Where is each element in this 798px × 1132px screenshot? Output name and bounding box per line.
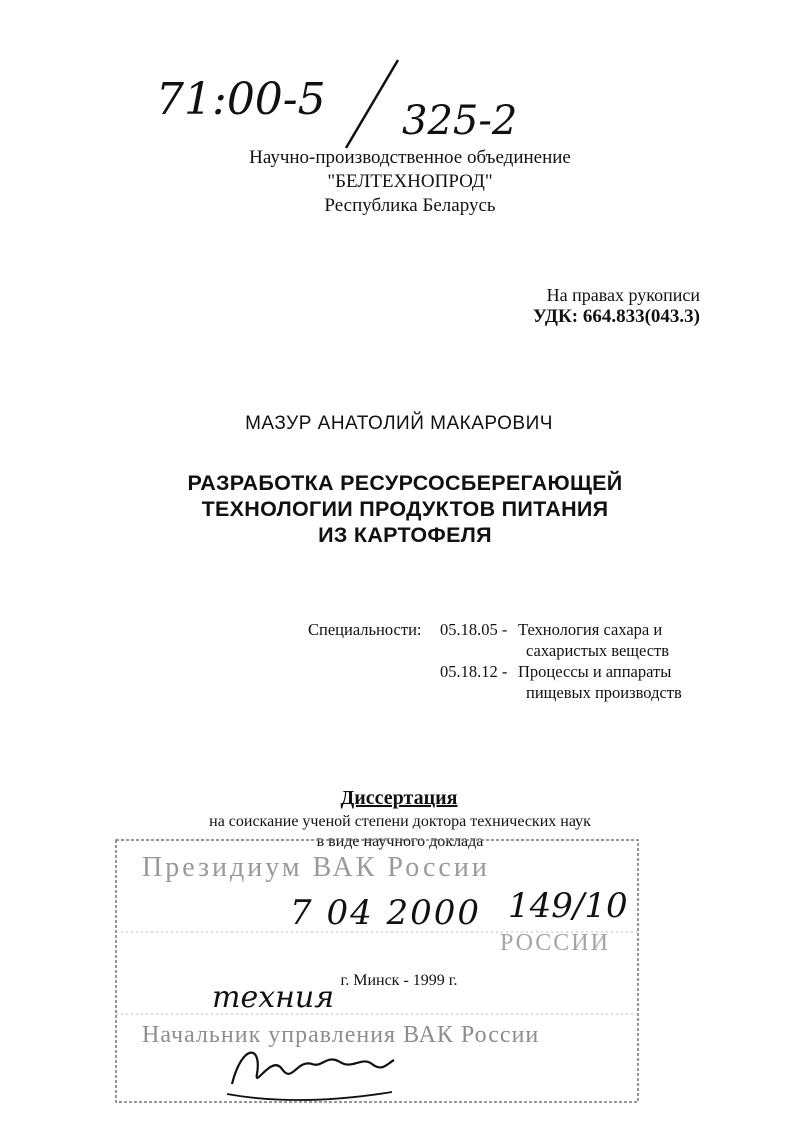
dissertation-heading-text: Диссертация [340, 787, 458, 809]
signature-stroke [232, 1053, 394, 1084]
specialty-name-cont: пищевых производств [526, 683, 682, 702]
dissertation-subtitle-line: в виде научного доклада [316, 833, 484, 850]
specialty-code: 05.18.05 - [440, 620, 508, 639]
udk-code: УДК: 664.833(043.3) [532, 306, 700, 327]
handwritten-word: техния [212, 980, 335, 1015]
organization-line: Научно-производственное объединение [249, 147, 571, 168]
place-year: г. Минск - 1999 г. [340, 972, 458, 989]
stamp-text-middle: РОССИИ [500, 930, 610, 956]
archive-code-part1: 71:00-5 [156, 74, 326, 125]
dissertation-subtitle-line: на соискание ученой степени доктора технических наук [209, 813, 591, 830]
stamp-text-bottom: Начальник управления ВАК России [142, 1022, 540, 1048]
organization-country: Республика Беларусь [324, 195, 496, 216]
handwritten-number: 149/10 [508, 886, 628, 926]
specialty-code: 05.18.12 - [440, 662, 508, 681]
organization-block [200, 146, 620, 218]
archive-code-slash [346, 60, 398, 148]
archive-code-part2: 325-2 [402, 98, 518, 144]
organization-name: "БЕЛТЕХНОПРОД" [327, 171, 493, 192]
title-line: ИЗ КАРТОФЕЛЯ [318, 523, 492, 547]
title-line: РАЗРАБОТКА РЕСУРСОСБЕРЕГАЮЩЕЙ [187, 471, 623, 495]
signature-underline [227, 1092, 392, 1100]
archive-code-handwriting [150, 52, 570, 152]
dissertation-heading [0, 787, 798, 810]
manuscript-rights-block [500, 284, 700, 328]
handwritten-date: 7 04 2000 [290, 893, 482, 933]
author-name: МАЗУР АНАТОЛИЙ МАКАРОВИЧ [245, 413, 553, 434]
manuscript-rights: На правах рукописи [546, 285, 700, 305]
dissertation-title [100, 470, 710, 548]
specialty-name: Технология сахара и [518, 620, 663, 639]
title-line: ТЕХНОЛОГИИ ПРОДУКТОВ ПИТАНИЯ [201, 497, 609, 521]
specialty-name-cont: сахаристых веществ [526, 641, 670, 660]
signature [222, 1034, 402, 1104]
specialties-label: Специальности: [308, 620, 422, 639]
specialty-name: Процессы и аппараты [518, 662, 672, 681]
stamp-text-top: Президиум ВАК России [142, 852, 490, 883]
